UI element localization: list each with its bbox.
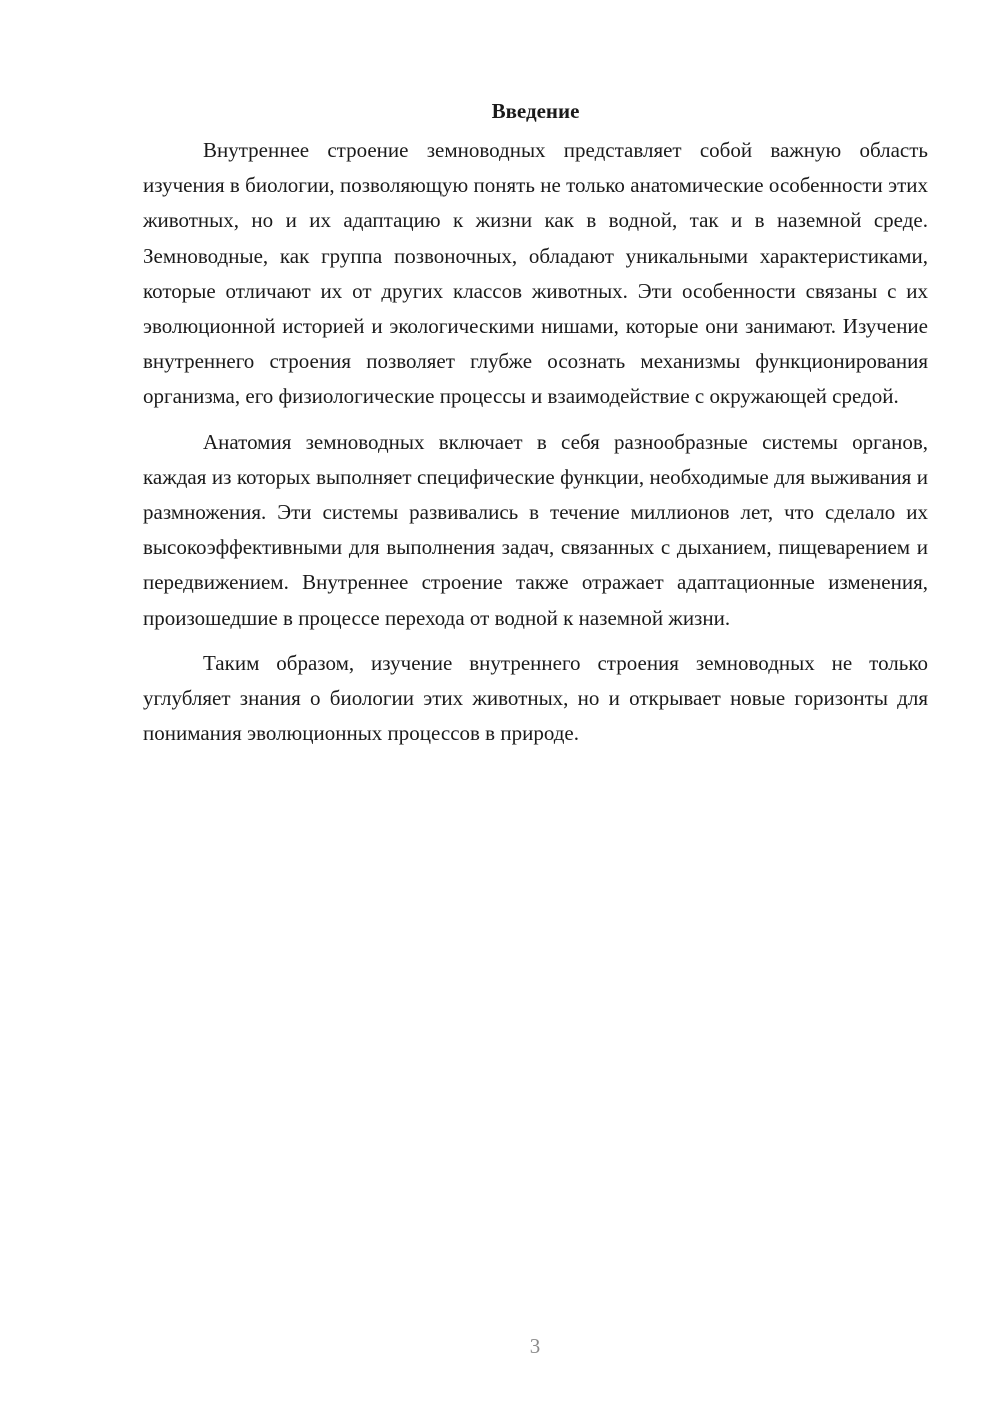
paragraph-3: Таким образом, изучение внутреннего строения земноводных не только углубляет знания о биологии этих животных, но и открывает новые горизонты для понимания эволюционных процессов в природе. — [143, 650, 928, 746]
page-number: 3 — [529, 1334, 541, 1358]
section-heading: Введение — [491, 99, 580, 123]
paragraph-2: Анатомия земноводных включает в себя разнообразные системы органов, каждая из которых выполняет специфические функции, необходимые для выживания и размножения. Эти системы развивались в течение миллионов лет, что сделало их высокоэффективными для выполнения задач, связанных с дыханием, пищеварением и передвижением. Внутреннее строение также отражает адаптационные изменения, произошедшие в процессе перехода от водной к наземной жизни. — [143, 429, 928, 630]
paragraph-1: Внутреннее строение земноводных представляет собой важную область изучения в биологии, позволяющую понять не только анатомические особенности этих животных, но и их адаптацию к жизни как в водной, так и в наземной среде. Земноводные, как группа позвоночных, обладают уникальными характеристиками, которые отличают их от других классов животных. Эти особенности связаны с их эволюционной историей и экологическими нишами, которые они занимают. Изучение внутреннего строения позволяет глубже осознать механизмы функционирования организма, его физиологические процессы и взаимодействие с окружающей средой. — [143, 138, 928, 409]
page-content — [143, 96, 928, 761]
